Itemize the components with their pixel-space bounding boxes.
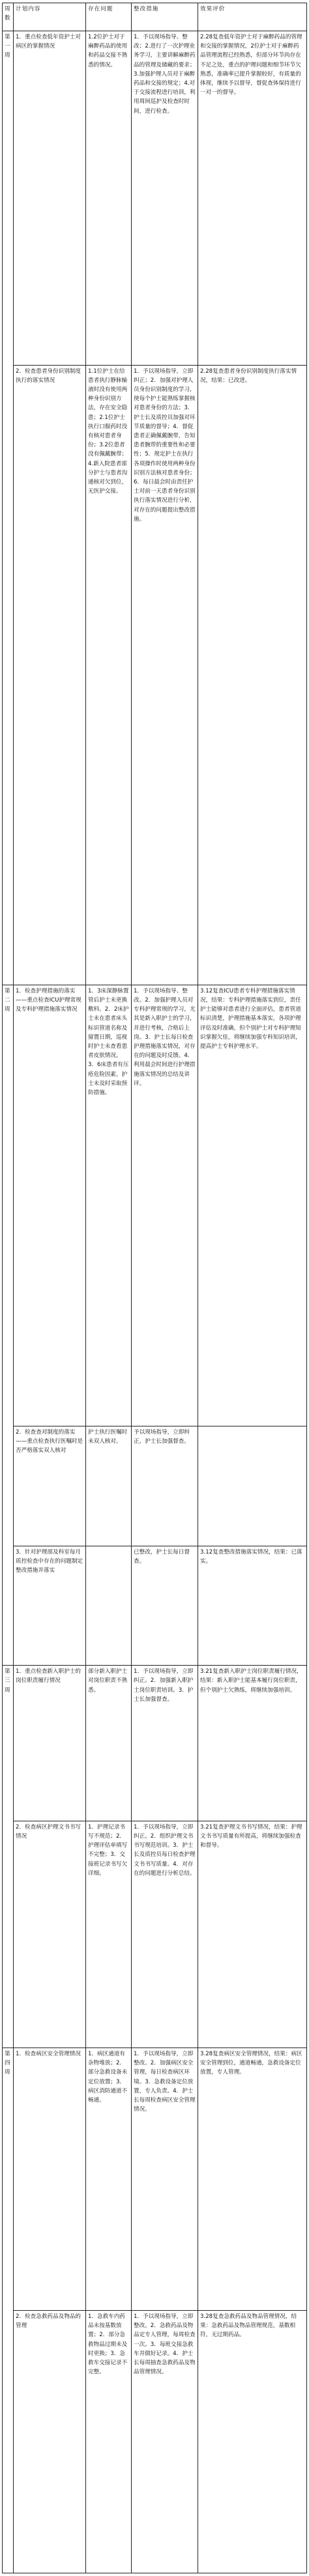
- result-cell: [198, 1426, 307, 1546]
- result-cell: 2.28复查低年资护士对于麻醉药品的管理和交接的掌握情况，2位护士对于麻醉药品管理流程已经熟悉，但部分环节尚存在不足之处，重点的护理问题和细节环节欠熟悉，准确率已提升掌握较好，有质量的体现，继续予以督导，督促查体保持进行一对一的督导。: [198, 31, 307, 366]
- problem-cell: 护士执行医嘱时未双人核对。: [86, 1426, 132, 1546]
- table-row: [3, 2048, 307, 2310]
- measure-cell: 1．予以现场指导、整改。2．加强护理人员对专科护理常规的学习，尤其是新入职护士的学习，并进行考核，合格后上岗。3．护士长每日检查护理措施落实情况，对存在的问题及时反馈。4．利用晨会时间进行护理措施落实情况的总结及讲评。: [132, 985, 198, 1426]
- header-plan: 计划内容: [14, 3, 86, 31]
- table-row: [3, 1821, 307, 2048]
- plan-cell: 1．重点检查低年资护士对病区的掌握情况: [14, 31, 86, 366]
- problem-cell: [86, 1546, 132, 1666]
- week-label: 第四周: [3, 2048, 14, 2573]
- table-row: [3, 31, 307, 366]
- week-label: 第三周: [3, 1666, 14, 2048]
- plan-cell: 2．检查急救药品及物品的管理: [14, 2310, 86, 2573]
- table-row: [3, 1666, 307, 1821]
- problem-cell: 1．急救车内药品未按基数放置；2．部分急救物品过期未及时更换；3．急救车交接记录不完整。: [86, 2310, 132, 2573]
- problem-cell: 1．3床深静脉置管后护士未更换敷料。2．2床护士未在患者床头标识管道名称及留置日期，巡视时护士未查看患者皮肤情况。3．6床患者有压疮危险因素，护士未及时采取预防措施。: [86, 985, 132, 1426]
- plan-cell: 2．检查患者身份识别制度执行的落实情况: [14, 365, 86, 985]
- week-label: 第一周: [3, 31, 14, 985]
- quality-improvement-table: [2, 3, 307, 2573]
- plan-cell: 2．检查查对制度的落实——重点检查执行医嘱时是否严格落实双人核对: [14, 1426, 86, 1546]
- table-header-row: [3, 3, 307, 31]
- plan-cell: 1．检查病区安全管理情况: [14, 2048, 86, 2310]
- measure-cell: 予以现场指导，立即纠正，护士长加强督查。: [132, 1426, 198, 1546]
- problem-cell: 1.1位护士在给患者执行静脉输液时没有使用两种身份识别方法，存在安全隐患；2.1位护士执行口服药时没有核对患者身份；3.2位患者没有佩戴腕带；4.新入院患者部分护士与患者沟通核对欠到位，无医护交接。: [86, 365, 132, 985]
- result-cell: 3.21复查新入职护士岗位职责履行情况，结果：新入职护士能基本履行岗位职责，但个别护士欠熟练，将继续加强培训。: [198, 1666, 307, 1821]
- measure-cell: 1．予以现场指导、整改；2.进行了一次护理业务学习，主要讲解麻醉药品的管理及储藏的要求；3.加强护理人员对于麻醉药品和交接的规定；4.对于交接流程进行培训，利用周间巡护及检查时时间，进行检查。: [132, 31, 198, 366]
- header-week: 周数: [3, 3, 14, 31]
- measure-cell: 1．予以现场指导，立即整改。2．加强病区安全管理，每日检查病区环境。3．急救设备定位放置，专人负责。4．护士长每周检查病区安全管理情况。: [132, 2048, 198, 2310]
- measure-cell: 1．予以现场指导，立即整改。2．急救药品及物品定专人管理，每周检查一次。3．每班交接急救车并做好记录。4．护士长每周抽查急救药品及物品管理情况。: [132, 2310, 198, 2573]
- table-row: [3, 1426, 307, 1546]
- table-row: [3, 985, 307, 1426]
- result-cell: 3.12复查整改措施落实情况，结果：已落实。: [198, 1546, 307, 1666]
- table-row: [3, 365, 307, 985]
- header-measure: 整改措施: [132, 3, 198, 31]
- result-cell: 3.28复查病区安全管理情况，结果：病区安全管理到位，通道畅通，急救设备定位放置，专人管理。: [198, 2048, 307, 2310]
- header-result: 效果评价: [198, 3, 307, 31]
- measure-cell: 1．予以现场指导，立即纠正。2．组织护理文书书写规范培训。3．护士长及质控员每日检查护理文书书写质量。4．对存在的问题进行分析总结。: [132, 1821, 198, 2048]
- header-problem: 存在问题: [86, 3, 132, 31]
- problem-cell: 部分新入职护士对岗位职责不熟悉。: [86, 1666, 132, 1821]
- table-row: [3, 1546, 307, 1666]
- problem-cell: 1.2位护士对于麻醉药品的使用和药品交接不熟悉的情况。: [86, 31, 132, 366]
- plan-cell: 1．检查护理措施的落实——重点检查ICU护理常规及专科护理措施落实情况: [14, 985, 86, 1426]
- measure-cell: 已整改，护士长每日督查。: [132, 1546, 198, 1666]
- result-cell: 3.21复查护理文书书写情况，结果：护理文书书写质量有所提高，将继续加强检查和督导。: [198, 1821, 307, 2048]
- result-cell: 2.28复查患者身份识别制度执行落实情况，结果：已改进。: [198, 365, 307, 985]
- result-cell: 3.28复查急救药品及物品管理情况，结果：急救药品及物品管理规范，基数相符，无过期药品。: [198, 2310, 307, 2573]
- plan-cell: 1．重点检查新入职护士的岗位职责履行情况: [14, 1666, 86, 1821]
- table-row: [3, 2310, 307, 2573]
- problem-cell: 1．病区通道有杂物堆放；2．部分急救设备未定位放置；3．病区消防通道不畅通。: [86, 2048, 132, 2310]
- week-label: 第二周: [3, 985, 14, 1666]
- measure-cell: 1．予以现场指导，立即纠正；2．加强对护理人员身份识别制度的学习，使每个护士能熟练掌握核对患者身份的方法；3．护士长及质控员加强对环节质量的督导；4．督促患者正确佩戴腕带，告知患者腕带的重要性和必要性；5．规定护士在执行各项操作时使用两种身份识别方法核对患者身份；6．每日晨会时由责任护士对前一天患者身份识别执行落实情况进行分析，对存在的问题提出整改措施。: [132, 365, 198, 985]
- plan-cell: 2．检查病区护理文书书写情况: [14, 1821, 86, 2048]
- result-cell: 3.12复查ICU患者专科护理措施落实情况，结果：专科护理措施落实到位，责任护士能够对患者进行全面评估，患者管道标识清楚，护理措施基本落实，各项护理评估及时准确，但个别护士对专科护理知识掌握欠佳，将继续加强专科知识培训，提高护士专科护理水平。: [198, 985, 307, 1426]
- problem-cell: 1．护理记录书写不规范；2．护理评估单填写不完整；3．交接班记录书写欠详细。: [86, 1821, 132, 2048]
- measure-cell: 1．予以现场指导，立即纠正。2．加强新入职护士岗位职责培训。3．护士长加强督查。: [132, 1666, 198, 1821]
- plan-cell: 3．针对护理部及科室每月质控检查中存在的问题制定整改措施并落实: [14, 1546, 86, 1666]
